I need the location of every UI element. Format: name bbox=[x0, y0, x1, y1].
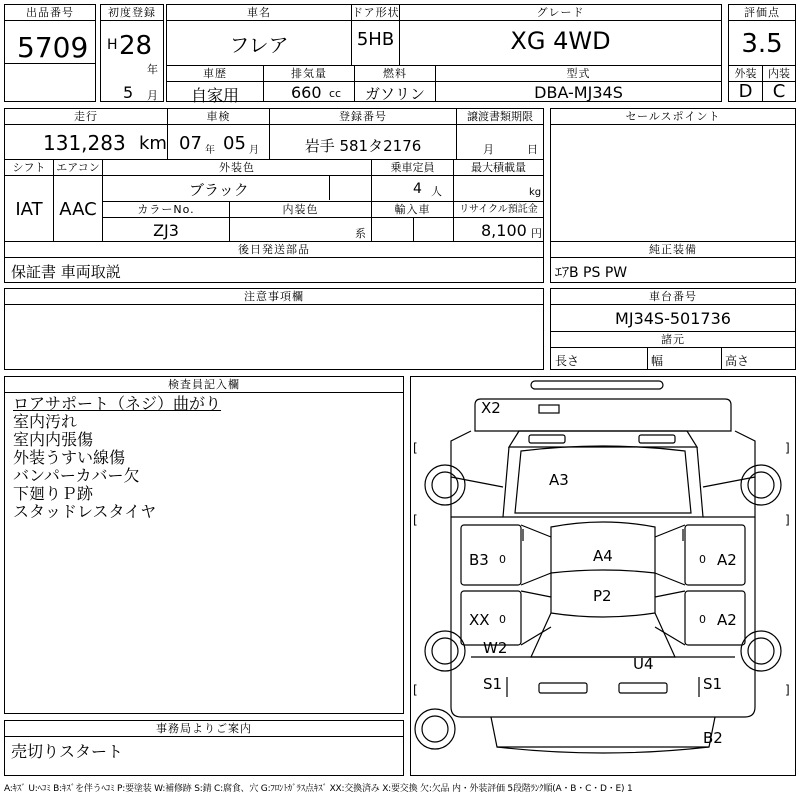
inspector-line: 下廻りＰ跡 bbox=[13, 484, 94, 503]
mileage-label: 走行 bbox=[5, 109, 167, 125]
car-outline-diagram bbox=[411, 377, 795, 775]
transfer-day-unit: 日 bbox=[527, 143, 538, 156]
notes-label: 注意事項欄 bbox=[5, 289, 543, 305]
spec-box bbox=[4, 108, 544, 283]
car-name: フレア bbox=[229, 33, 289, 57]
damage-mark-left-rear-glass: W2 bbox=[483, 639, 508, 657]
inspector-line: 室内汚れ bbox=[13, 412, 78, 431]
reg-month: 5 bbox=[123, 83, 134, 102]
reg-era: H bbox=[107, 37, 118, 53]
capacity-label: 乗車定員 bbox=[372, 160, 453, 176]
disp-unit: cc bbox=[329, 87, 342, 100]
damage-mark-right-rear-door: A2 bbox=[717, 611, 737, 629]
disp-label: 排気量 bbox=[264, 66, 354, 82]
damage-mark-roof: A4 bbox=[593, 547, 613, 565]
chassis-box bbox=[550, 288, 796, 370]
color-label: 外装色 bbox=[103, 160, 371, 176]
inspector-line: ロアサポート（ネジ）曲がり bbox=[13, 394, 222, 413]
inspector-label: 検査員記入欄 bbox=[5, 377, 403, 393]
door-label: ドア形状 bbox=[352, 6, 400, 19]
history: 自家用 bbox=[190, 86, 239, 105]
reg-year: 28 bbox=[119, 31, 153, 61]
ext-label: 外装 bbox=[729, 66, 762, 82]
registration-box bbox=[100, 4, 164, 102]
fuel: ガソリン bbox=[364, 85, 425, 103]
width-label: 幅 bbox=[651, 354, 664, 368]
equip-box bbox=[550, 241, 796, 283]
shift-label: シフト bbox=[5, 160, 53, 176]
insp-year: 07 bbox=[179, 133, 202, 154]
damage-mark-trunk: U4 bbox=[633, 655, 654, 673]
bracket-right-rear: ] bbox=[785, 683, 790, 697]
sales-label: セールスポイント bbox=[551, 109, 795, 125]
mileage-unit: km bbox=[139, 133, 167, 154]
damage-diagram bbox=[410, 376, 796, 776]
footer-legend: A:ｷｽﾞ U:ﾍｺﾐ B:ｷｽﾞを伴うﾍｺﾐ P:要塗装 W:補修跡 S:錆 C:腐食、穴 G:ﾌﾛﾝﾄｶﾞﾗｽ点ｷｽﾞ XX:交換済み X:要交換 欠:欠品 内・外装評価 5段階ﾗﾝｸ順(A・B・C・D・E) 1 bbox=[4, 784, 633, 794]
bracket-left-rear: [ bbox=[413, 683, 418, 697]
sales-box bbox=[550, 108, 796, 242]
color-no: ZJ3 bbox=[153, 221, 179, 240]
reg-label: 初度登録 bbox=[101, 5, 163, 21]
import-label: 輸入車 bbox=[372, 202, 453, 218]
int-label: 内装 bbox=[763, 66, 795, 82]
damage-mark-right-front-door: A2 bbox=[717, 551, 737, 569]
door-type: 5HB bbox=[356, 29, 395, 50]
inspector-box bbox=[4, 376, 404, 714]
equip-label: 純正装備 bbox=[551, 242, 795, 258]
transfer-label: 譲渡書類期限 bbox=[457, 109, 543, 125]
chassis-label: 車台番号 bbox=[551, 289, 795, 305]
recycle-unit: 円 bbox=[531, 227, 542, 240]
int-grade: C bbox=[772, 81, 786, 102]
score-label: 評価点 bbox=[729, 5, 795, 21]
mileage: 131,283 bbox=[43, 131, 126, 155]
load-unit: kg bbox=[529, 187, 542, 198]
color: ブラック bbox=[189, 181, 249, 199]
int-color-label: 内装色 bbox=[230, 202, 371, 218]
bracket-right-mid: ] bbox=[785, 513, 790, 527]
plate-label: 登録番号 bbox=[270, 109, 456, 125]
ac: AAC bbox=[59, 199, 97, 220]
history-label: 車歴 bbox=[167, 66, 263, 82]
inspector-line: 外装うすい線傷 bbox=[13, 448, 126, 467]
damage-mark-right-rear-fender: S1 bbox=[703, 675, 723, 693]
damage-mark-front-bumper: X2 bbox=[481, 399, 501, 417]
lot-number: 5709 bbox=[17, 31, 89, 64]
recycle-label: リサイクル預託金 bbox=[454, 202, 543, 218]
grade: XG 4WD bbox=[510, 27, 611, 55]
equip: ｴｱB PS PW bbox=[555, 265, 628, 281]
bracket-left-mid: [ bbox=[413, 513, 418, 527]
zero-left-front: 0 bbox=[499, 553, 506, 566]
int-color-unit: 系 bbox=[355, 227, 366, 240]
capacity: 4 bbox=[413, 181, 422, 197]
load-label: 最大積載量 bbox=[454, 160, 543, 176]
score-box bbox=[728, 4, 796, 102]
later-parts-label: 後日発送部品 bbox=[5, 242, 543, 258]
insp-year-unit: 年 bbox=[205, 145, 215, 156]
zero-right-front: 0 bbox=[699, 553, 706, 566]
car-name-label: 車名 bbox=[167, 5, 351, 21]
lot-box bbox=[4, 4, 96, 102]
model-code: DBA-MJ34S bbox=[534, 83, 623, 102]
damage-mark-left-front-door: B3 bbox=[469, 551, 489, 569]
height-label: 高さ bbox=[725, 354, 750, 368]
grade-label: グレード bbox=[400, 5, 721, 21]
ext-grade: D bbox=[738, 81, 753, 102]
score: 3.5 bbox=[741, 29, 783, 59]
dims-label: 諸元 bbox=[551, 332, 795, 348]
model-label: 型式 bbox=[436, 66, 721, 82]
inspector-line: 室内内張傷 bbox=[13, 430, 94, 449]
bracket-left-front: [ bbox=[413, 441, 418, 455]
inspector-line: スタッドレスタイヤ bbox=[13, 502, 157, 521]
damage-mark-roof-rear: P2 bbox=[593, 587, 612, 605]
zero-right-rear: 0 bbox=[699, 613, 706, 626]
reg-month-unit: 月 bbox=[147, 89, 158, 102]
office-box bbox=[4, 720, 404, 776]
inspector-line: バンパーカバー欠 bbox=[13, 466, 140, 485]
length-label: 長さ bbox=[555, 354, 580, 368]
recycle: 8,100 bbox=[481, 221, 527, 240]
damage-mark-left-rear-door: XX bbox=[469, 611, 490, 629]
damage-mark-rear-bumper: B2 bbox=[703, 729, 723, 747]
inspection-label: 車検 bbox=[168, 109, 269, 125]
fuel-label: 燃料 bbox=[355, 66, 435, 82]
office-text: 売切りスタート bbox=[11, 742, 124, 761]
bracket-right-front: ] bbox=[785, 441, 790, 455]
damage-mark-left-rear-fender: S1 bbox=[483, 675, 503, 693]
damage-mark-hood: A3 bbox=[549, 471, 569, 489]
zero-left-rear: 0 bbox=[499, 613, 506, 626]
notes-box bbox=[4, 288, 544, 370]
insp-month-unit: 月 bbox=[249, 145, 259, 156]
office-label: 事務局よりご案内 bbox=[5, 721, 403, 737]
lot-label: 出品番号 bbox=[5, 5, 95, 21]
transfer-month-unit: 月 bbox=[483, 143, 494, 156]
plate: 岩手 581タ2176 bbox=[304, 137, 422, 155]
car-info-box bbox=[166, 4, 722, 105]
shift: IAT bbox=[15, 199, 43, 220]
reg-year-unit: 年 bbox=[147, 63, 158, 76]
color-no-label: カラーNo. bbox=[103, 202, 229, 218]
insp-month: 05 bbox=[223, 133, 246, 154]
displacement: 660 bbox=[291, 83, 322, 102]
chassis: MJ34S-501736 bbox=[615, 309, 731, 328]
capacity-unit: 人 bbox=[431, 185, 442, 198]
ac-label: エアコン bbox=[54, 160, 102, 176]
later-parts: 保証書 車両取説 bbox=[11, 263, 121, 281]
